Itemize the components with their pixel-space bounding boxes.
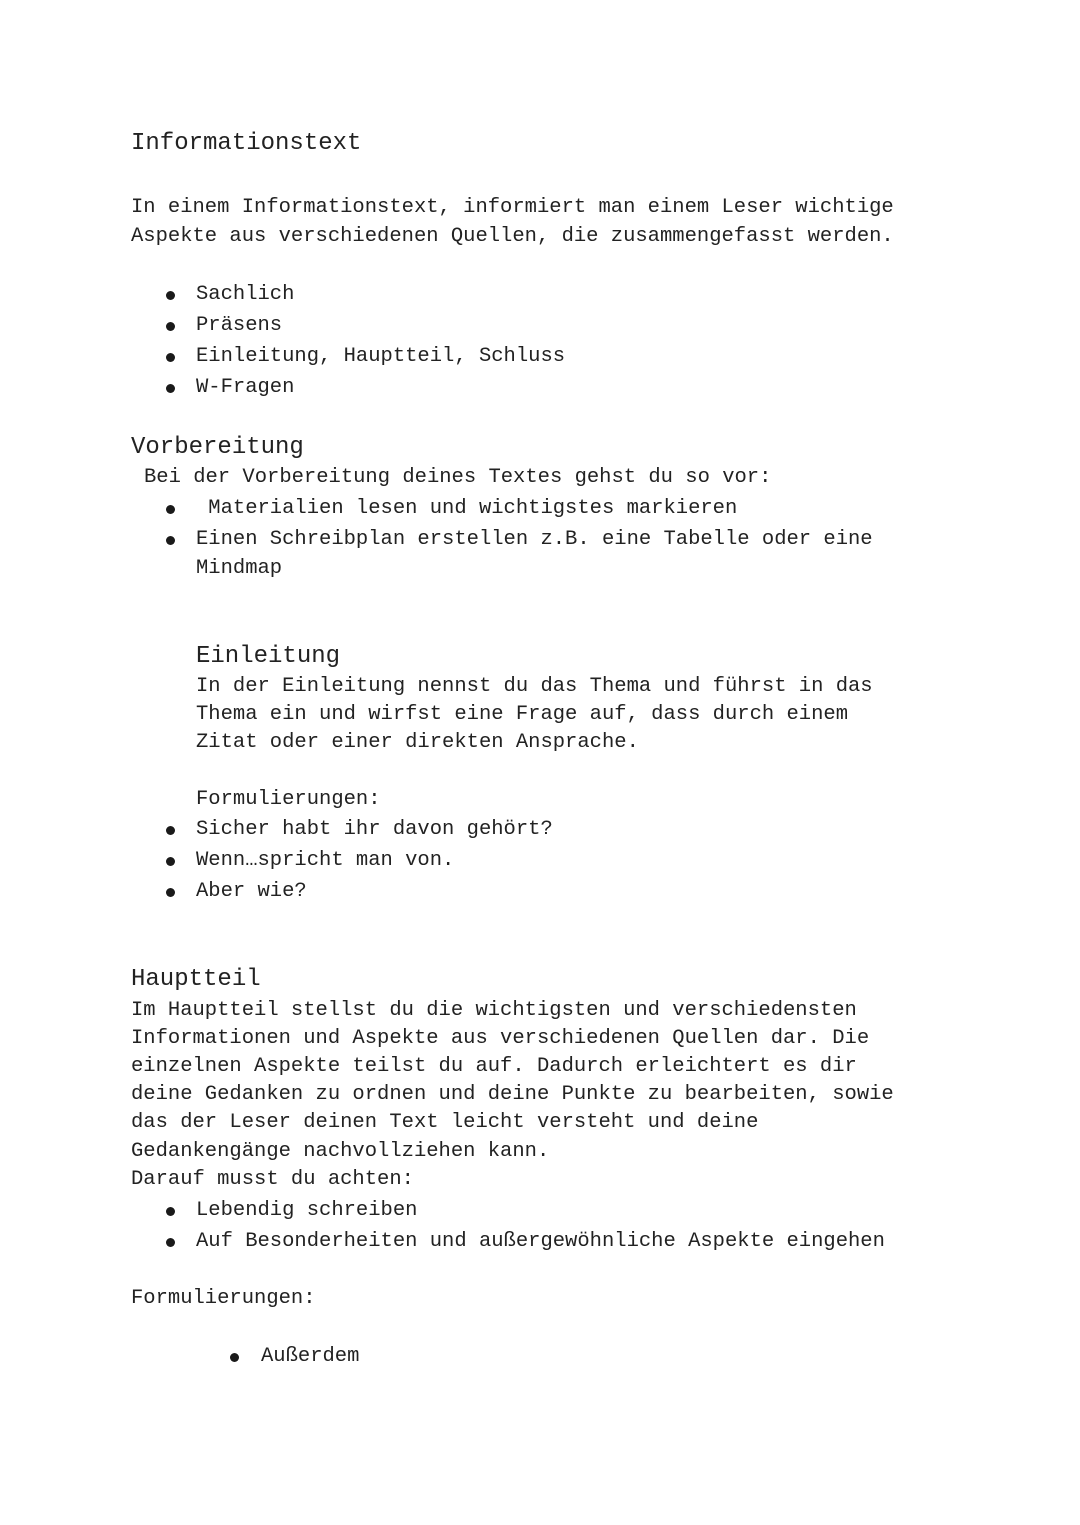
intro-line-1: In einem Informationstext, informiert man einem Leser wichtige xyxy=(131,196,894,219)
list-item: Auf Besonderheiten und außergewöhnliche Aspekte eingehen xyxy=(196,1230,885,1253)
bullet-icon xyxy=(166,826,175,835)
bullet-icon xyxy=(166,384,175,393)
list-item: Aber wie? xyxy=(196,880,307,903)
list-item: Präsens xyxy=(196,314,283,337)
hauptteil-line-6: Gedankengänge nachvollziehen kann. xyxy=(131,1140,550,1163)
section-heading-einleitung: Einleitung xyxy=(196,643,341,670)
bullet-icon xyxy=(166,505,175,514)
intro-line-2: Aspekte aus verschiedenen Quellen, die zusammengefasst werden. xyxy=(131,225,894,248)
hauptteil-achten-label: Darauf musst du achten: xyxy=(131,1168,414,1191)
bullet-icon xyxy=(166,1207,175,1216)
bullet-icon xyxy=(166,1238,175,1247)
bullet-icon xyxy=(166,536,175,545)
list-item: Sicher habt ihr davon gehört? xyxy=(196,818,553,841)
list-item: Lebendig schreiben xyxy=(196,1199,418,1222)
einleitung-line-2: Thema ein und wirfst eine Frage auf, dass durch einem xyxy=(196,703,849,726)
einleitung-line-1: In der Einleitung nennst du das Thema und führst in das xyxy=(196,675,873,698)
list-item: Wenn…spricht man von. xyxy=(196,849,455,872)
hauptteil-line-4: deine Gedanken zu ordnen und deine Punkte zu bearbeiten, sowie xyxy=(131,1083,894,1106)
bullet-icon xyxy=(230,1353,239,1362)
bullet-icon xyxy=(166,353,175,362)
bullet-icon xyxy=(166,857,175,866)
section-heading-hauptteil: Hauptteil xyxy=(131,966,261,993)
list-item: Einleitung, Hauptteil, Schluss xyxy=(196,345,566,368)
hauptteil-line-5: das der Leser deinen Text leicht versteht und deine xyxy=(131,1111,759,1134)
list-item: Materialien lesen und wichtigstes markieren xyxy=(196,497,738,520)
hauptteil-formulierungen-label: Formulierungen: xyxy=(131,1287,316,1310)
bullet-icon xyxy=(166,888,175,897)
list-item: Außerdem xyxy=(261,1345,360,1368)
list-item: Einen Schreibplan erstellen z.B. eine Tabelle oder eine xyxy=(196,528,873,551)
section-heading-vorbereitung: Vorbereitung xyxy=(131,434,304,461)
list-item-continuation: Mindmap xyxy=(196,557,283,580)
bullet-icon xyxy=(166,291,175,300)
hauptteil-line-3: einzelnen Aspekte teilst du auf. Dadurch erleichtert es dir xyxy=(131,1055,857,1078)
einleitung-formulierungen-label: Formulierungen: xyxy=(196,788,381,811)
list-item: Sachlich xyxy=(196,283,295,306)
list-item: W-Fragen xyxy=(196,376,295,399)
hauptteil-line-1: Im Hauptteil stellst du die wichtigsten und verschiedensten xyxy=(131,999,857,1022)
einleitung-line-3: Zitat oder einer direkten Ansprache. xyxy=(196,731,639,754)
page-title: Informationstext xyxy=(131,130,362,157)
bullet-icon xyxy=(166,322,175,331)
vorbereitung-intro: Bei der Vorbereitung deines Textes gehst du so vor: xyxy=(144,466,772,489)
hauptteil-line-2: Informationen und Aspekte aus verschiedenen Quellen dar. Die xyxy=(131,1027,870,1050)
